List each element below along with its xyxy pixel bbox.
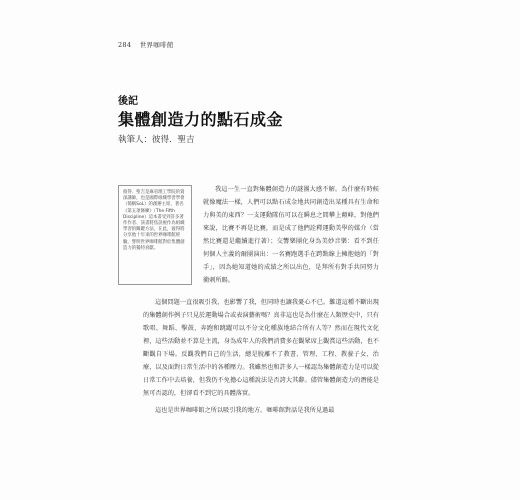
paragraph: 這也是世界咖啡館之所以吸引我的地方。咖啡館對話是我所見過最 <box>155 407 335 414</box>
author-bio-box: 彼得．聖吉是麻省理工學院的資深講師，也是國際組織學習學會（簡稱SoL）的創辦主席，著名《第五項修練》（The Fifth Discipline）這本書受到許多著作作者、該書將焦誤視作為組織學習的關鍵方法，在此，彼得將分享他十年來的世界咖啡館經驗，譬明世界咖啡館對於集體創造力的獨特貢獻。 <box>118 185 192 285</box>
author-line: 執筆人：彼得．聖吉 <box>118 135 195 145</box>
body-text-upper <box>203 183 379 287</box>
paragraph: 我這一生一直對集體創造力的謎團大感不解。為什麼有時候就像魔法一樣，人們可以點石成金地共同創造出某種具有生命和力與美的東西？一支運動隊伍可以在瞬息之間攀上顛峰，對他們來說，比賽不再是比賽，而是成了他們詮釋運動美學的媒介（當然比賽還是繼續進行著）；交響樂團化身為美妙音樂：看不到任何個人主義的爾團演出：一名賽跑選手在跨點線上擁抱她的「對手」，因為她知道她的成績之所以出色，是拜所有對手共同努力衝刺所賜。 <box>203 186 379 284</box>
chapter-title: 集體創造力的點石成金 <box>118 110 284 129</box>
body-text-lower <box>143 296 379 417</box>
section-label: 後記 <box>118 96 138 107</box>
running-header <box>118 40 174 49</box>
paragraph: 這個問題一直很吸引我，也影響了我，但同時也讓我憂心不已。難道這種不斷出現的集體創作例子只見於運動場合或表演藝術嗎？真非這也是為什麼在人類歷史中，只有歌唱、舞蹈、擊鼓、奔跑和跳躍可以不分文化種族地結合所有人等？然而在現代文化裡，這些活動並不算是主流，身為成年人的我們消費多在觀眾席上觀賞這些活動，也不斷觀自下場。反觀我們自己的生活，總是脫離不了教書、管理、工程、教養子女、治療，以及面對日常生活中的各種壓力。我雖然也和許多人一樣認為集體創造力是可以從日常工作中去培養，但我仍不免擔心這種說法是否誇大其辭。儘管集體創造力的潛能是無可否認的，但卻看不到它的具體落實。 <box>143 299 379 397</box>
running-book-title: 世界咖啡館 <box>139 41 174 49</box>
page-number: 284 <box>118 41 132 49</box>
